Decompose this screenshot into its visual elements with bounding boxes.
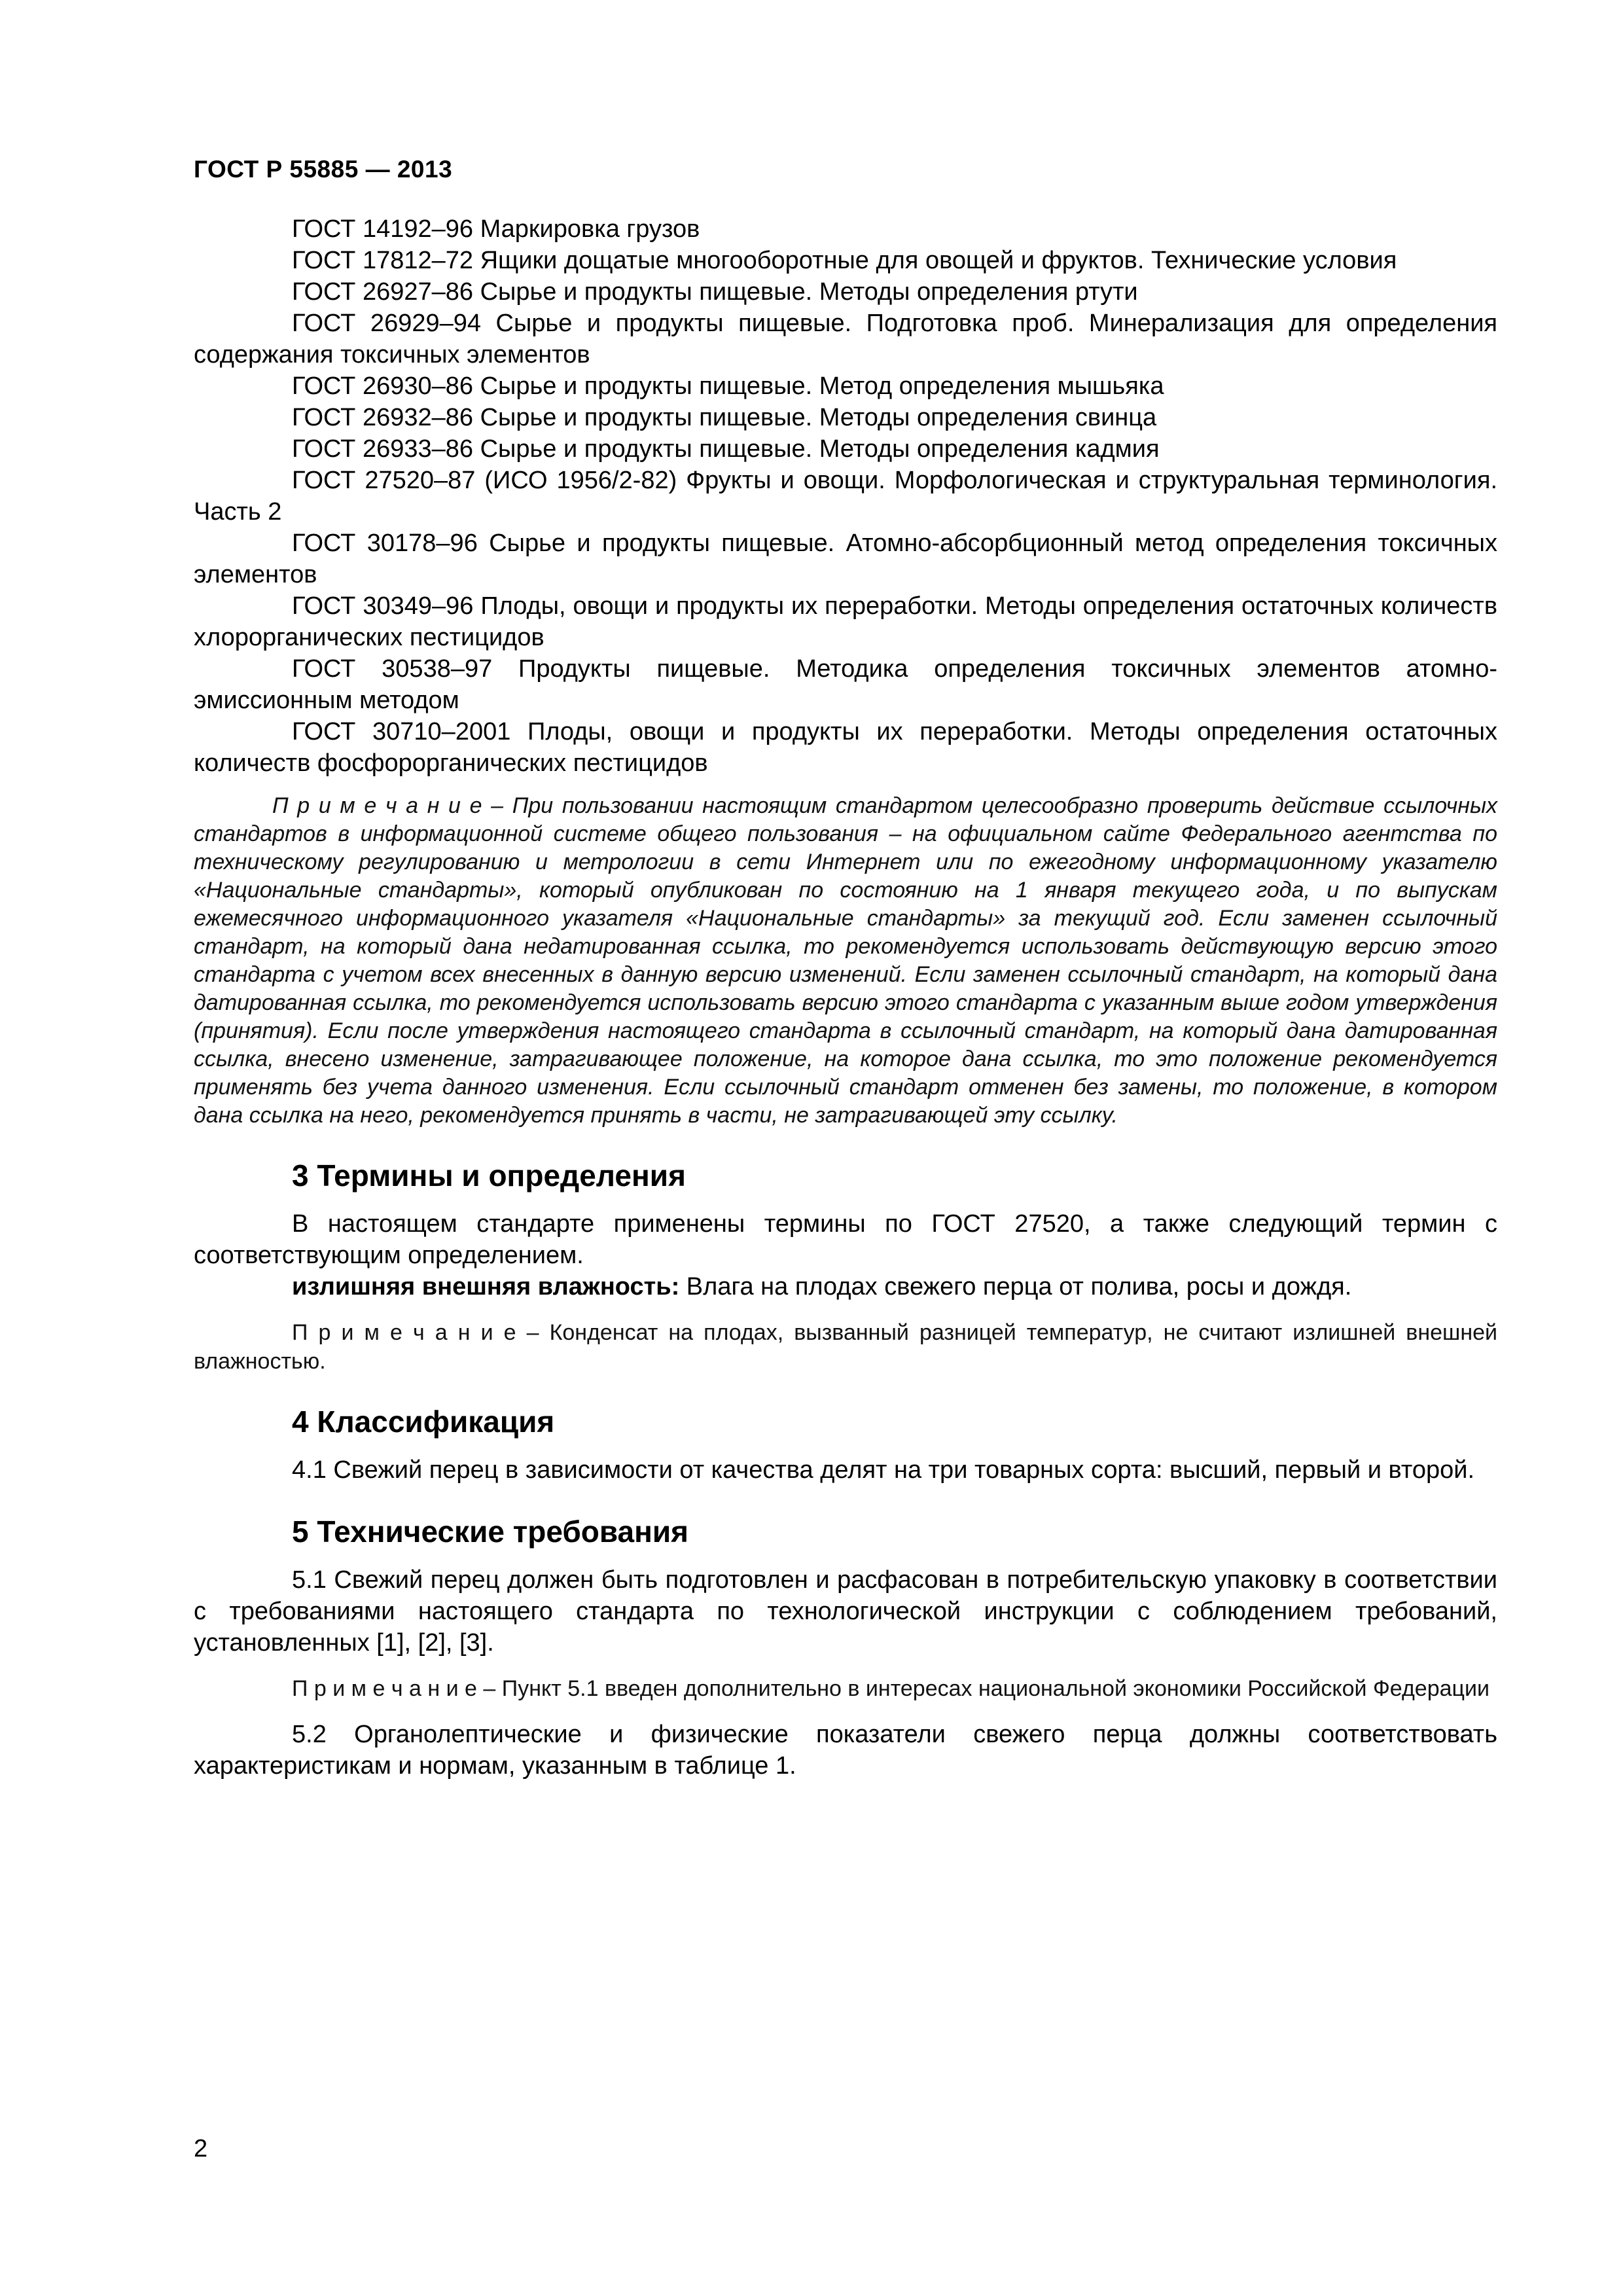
- references-note: [194, 792, 1497, 1130]
- note-text: – Пункт 5.1 введен дополнительно в интересах национальной экономики Российской Федерации: [476, 1676, 1489, 1701]
- page-content: [194, 213, 1497, 1782]
- section-5-heading: 5 Технические требования: [292, 1515, 688, 1549]
- note-label: П р и м е ч а н и е: [292, 1676, 477, 1701]
- section-5-note: [194, 1674, 1497, 1703]
- note-text: – При пользовании настоящим стандартом целесообразно проверить действие ссылочных стандартов в информационной системе общего пользования – на официальном сайте Федерального агентства по техническому регулированию и метрологии в сети Интернет или по ежегодному информационному указателю «Национальные стандарты», который опубликован по состоянию на 1 января текущего года, и по выпускам ежемесячного информационного указателя «Национальные стандарты» за текущий год. Если заменен ссылочный стандарт, на который дана недатированная ссылка, то рекомендуется использовать действующую версию этого стандарта с учетом всех внесенных в данную версию изменений. Если заменен ссылочный стандарт, на который дана датированная ссылка, то рекомендуется использовать версию этого стандарта с указанным выше годом утверждения (принятия). Если после утверждения настоящего стандарта в ссылочный стандарт, на который дана датированная ссылка, внесено изменение, затрагивающее положение, на которое дана ссылка, то это положение рекомендуется применять без учета данного изменения. Если ссылочный стандарт отменен без замены, то положение, в котором дана ссылка на него, рекомендуется принять в части, не затрагивающей эту ссылку.: [194, 793, 1497, 1128]
- document-header: ГОСТ Р 55885 — 2013: [194, 156, 453, 183]
- reference-item: ГОСТ 30710–2001 Плоды, овощи и продукты их переработки. Методы определения остаточных количеств фосфорорганических пестицидов: [194, 718, 1497, 777]
- section-5-2: 5.2 Органолептические и физические показатели свежего перца должны соответствовать характеристикам и нормам, указанным в таблице 1.: [194, 1721, 1497, 1780]
- reference-item: ГОСТ 26933–86 Сырье и продукты пищевые. Методы определения кадмия: [292, 435, 1160, 463]
- page-number: 2: [194, 2135, 208, 2162]
- section-3-intro: В настоящем стандарте применены термины по ГОСТ 27520, а также следующий термин с соответствующим определением.: [194, 1210, 1497, 1269]
- section-4-heading: 4 Классификация: [292, 1405, 555, 1439]
- note-label: П р и м е ч а н и е: [292, 1320, 516, 1345]
- reference-item: ГОСТ 30178–96 Сырье и продукты пищевые. Атомно-абсорбционный метод определения токсичных элементов: [194, 529, 1497, 588]
- section-3-heading: 3 Термины и определения: [292, 1158, 686, 1193]
- definition: Влага на плодах свежего перца от полива, росы и дождя.: [679, 1273, 1352, 1300]
- section-4-1: 4.1 Свежий перец в зависимости от качества делят на три товарных сорта: высший, первый и второй.: [292, 1456, 1475, 1484]
- reference-item: ГОСТ 26932–86 Сырье и продукты пищевые. Методы определения свинца: [292, 404, 1157, 431]
- reference-item: ГОСТ 14192–96 Маркировка грузов: [292, 215, 700, 243]
- term: излишняя внешняя влажность:: [292, 1273, 680, 1300]
- reference-item: ГОСТ 26927–86 Сырье и продукты пищевые. Методы определения ртути: [292, 278, 1138, 306]
- note-text: – Конденсат на плодах, вызванный разницей температур, не считают излишней внешней влажностью.: [194, 1320, 1497, 1374]
- term-definition: [194, 1271, 1497, 1302]
- section-5-1: 5.1 Свежий перец должен быть подготовлен и расфасован в потребительскую упаковку в соответствии с требованиями настоящего стандарта по технологической инструкции с соблюдением требований, установленных [1], [2], [3].: [194, 1566, 1497, 1657]
- section-3-note: [194, 1318, 1497, 1376]
- reference-item: ГОСТ 17812–72 Ящики дощатые многооборотные для овощей и фруктов. Технические условия: [292, 247, 1397, 274]
- reference-item: ГОСТ 30538–97 Продукты пищевые. Методика определения токсичных элементов атомно-эмиссионным методом: [194, 655, 1497, 714]
- references-list: [194, 213, 1497, 779]
- reference-item: ГОСТ 26929–94 Сырье и продукты пищевые. Подготовка проб. Минерализация для определения содержания токсичных элементов: [194, 310, 1497, 368]
- reference-item: ГОСТ 27520–87 (ИСО 1956/2-82) Фрукты и овощи. Морфологическая и структуральная терминология. Часть 2: [194, 467, 1497, 526]
- reference-item: ГОСТ 30349–96 Плоды, овощи и продукты их переработки. Методы определения остаточных количеств хлорорганических пестицидов: [194, 592, 1497, 651]
- reference-item: ГОСТ 26930–86 Сырье и продукты пищевые. Метод определения мышьяка: [292, 372, 1164, 400]
- note-label: П р и м е ч а н и е: [272, 793, 482, 818]
